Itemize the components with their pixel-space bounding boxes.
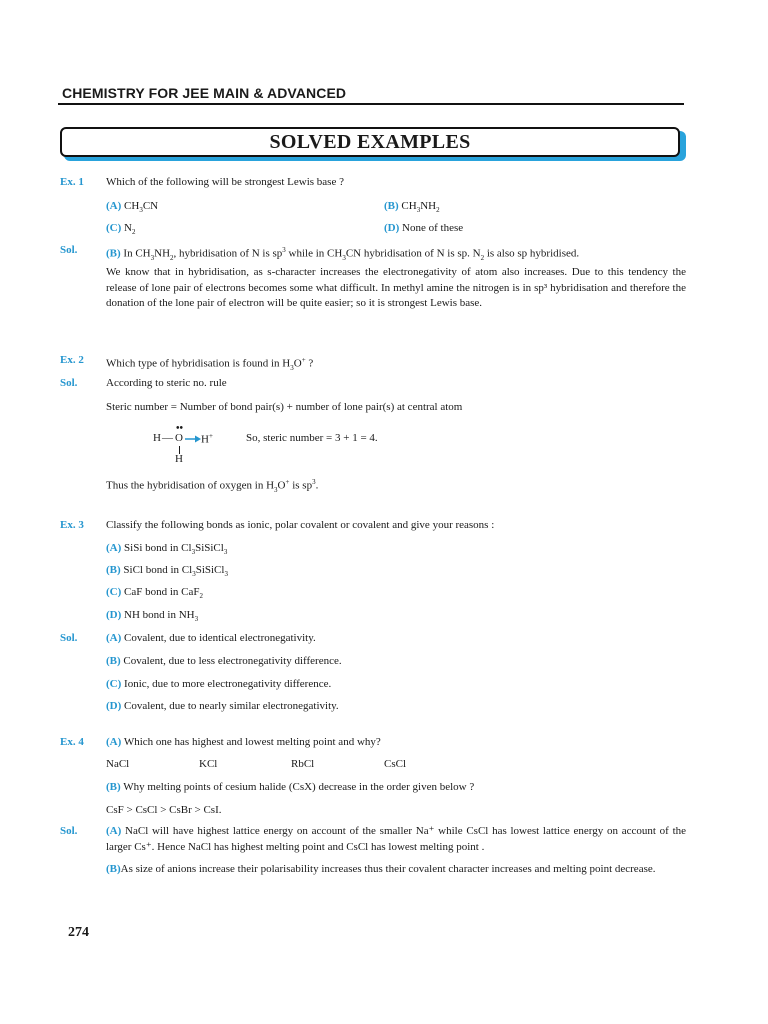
ex3-sol-a: (A) Covalent, due to identical electronegativity. [106, 632, 316, 644]
ex2-tag: Ex. 2 [60, 354, 84, 366]
ex2-steric-result: So, steric number = 3 + 1 = 4. [246, 432, 378, 444]
ex4-salt-3: RbCl [291, 758, 315, 770]
ex3-tag: Ex. 3 [60, 519, 84, 531]
ex3-option-d: (D) NH bond in $NH_3$ [106, 609, 199, 624]
section-banner: SOLVED EXAMPLES [60, 127, 680, 157]
ex2-steric-definition: Steric number = Number of bond pair(s) + number of lone pair(s) at central atom [106, 401, 463, 413]
ex4-sol-a: (A) NaCl will have highest lattice energy on account of the smaller Na⁺ while CsCl has lowest lattice energy on account of the larger Cs⁺. Hence NaCl has highest melting point and CsCl has lowest melting point . [106, 825, 687, 853]
ex4-sol-b: (B)As size of anions increase their polarisability increases thus their covalent character increases and melting point decrease. [106, 863, 656, 875]
ex3-sol-d: (D) Covalent, due to nearly similar electronegativity. [106, 700, 339, 712]
ex2-sol-tag: Sol. [60, 377, 78, 389]
ex4-question-b: (B) Why melting points of cesium halide (CsX) decrease in the order given below ? [106, 781, 475, 793]
ex4-salt-1: NaCl [106, 758, 130, 770]
ex4-order: CsF > CsCl > CsBr > CsI. [106, 804, 222, 816]
ex4-sol-tag: Sol. [60, 825, 78, 837]
ex3-option-c: (C) CaF bond in CaF$_2$ [106, 586, 204, 601]
ex4-question-a: (A) Which one has highest and lowest melting point and why? [106, 736, 381, 748]
ex1-solution-line: (B) In $CH_3NH_2$, hybridisation of N is $sp^3$ while in $CH_3CN$ hybridisation of N is sp. $N_2$ is also sp hybridised. [106, 246, 580, 262]
page-number: 274 [68, 925, 89, 940]
ex4-salt-4: CsCl [384, 758, 407, 770]
header-rule [58, 103, 684, 105]
ex1-option-b: (B) $CH_3NH_2$ [384, 200, 440, 215]
ex3-question: Classify the following bonds as ionic, polar covalent or covalent and give your reasons : [106, 519, 495, 531]
ex3-option-a: (A) SiSi bond in $Cl_3SiSiCl_3$ [106, 542, 228, 557]
hydronium-structure: H — O •• H+ H [153, 423, 213, 465]
ex3-option-b: (B) SiCl bond in $Cl_3SiSiCl_3$ [106, 564, 228, 579]
ex1-option-c: (C) $N_2$ [106, 222, 136, 237]
ex2-question: Which type of hybridisation is found in $H_3O^+$ ? [106, 356, 314, 372]
ex1-question: Which of the following will be strongest Lewis base ? [106, 176, 344, 188]
ex4-salt-2: KCl [199, 758, 218, 770]
ex2-rule: According to steric no. rule [106, 377, 227, 389]
ex3-sol-c: (C) Ionic, due to more electronegativity difference. [106, 678, 332, 690]
ex4-tag: Ex. 4 [60, 736, 84, 748]
ex3-sol-b: (B) Covalent, due to less electronegativity difference. [106, 655, 342, 667]
ex1-option-d: (D) None of these [384, 222, 464, 234]
running-header: CHEMISTRY FOR JEE MAIN & ADVANCED [62, 85, 347, 101]
ex3-sol-tag: Sol. [60, 632, 78, 644]
ex2-conclusion: Thus the hybridisation of oxygen in $H_3O^+$ is $sp^3$. [106, 478, 319, 494]
ex1-option-a: (A) $CH_3CN$ [106, 200, 159, 215]
ex1-sol-tag: Sol. [60, 244, 78, 256]
ex1-tag: Ex. 1 [60, 176, 84, 188]
ex1-explanation: We know that in hybridisation, as s-character increases the electronegativity of atom also increases. Due to this tendency the release of lone pair of electrons becomes some what difficult. In methyl amine the nitrogen is in sp³ hybridisation and therefore the donation of the lone pair of electron will be quite easier; so it is strongest Lewis base. [106, 266, 686, 309]
